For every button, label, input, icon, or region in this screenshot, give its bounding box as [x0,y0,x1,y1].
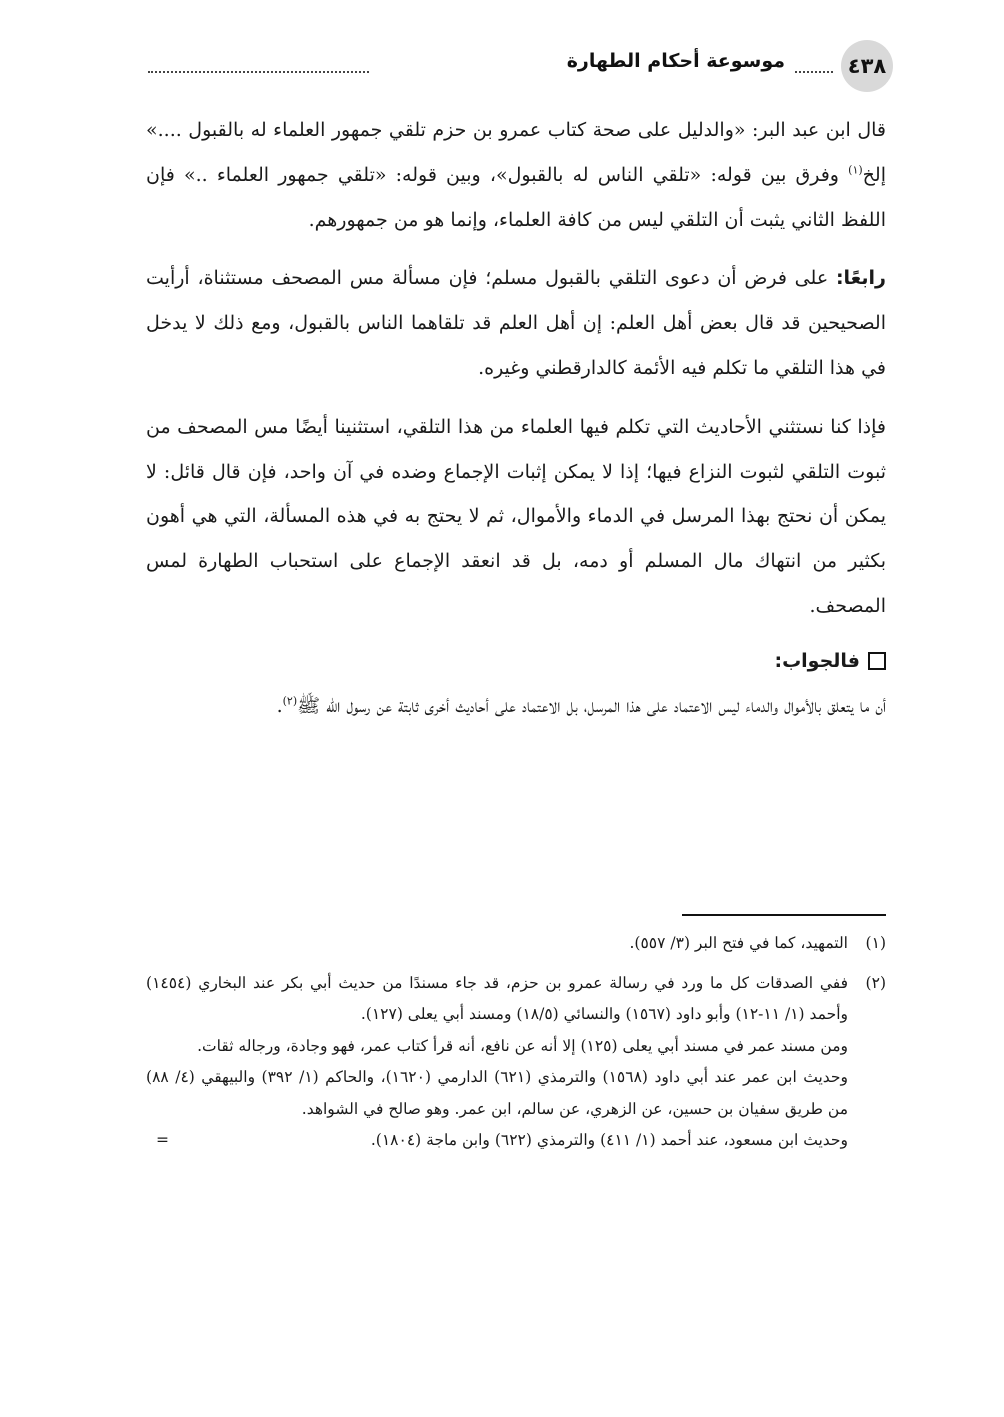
footnote-1-number: (١) [865,934,886,952]
footnote-2-number: (٢) [865,973,886,992]
paragraph-2-label: رابعًا: [835,267,886,290]
footnote-1 [146,928,886,960]
footnote-2-part-c: وحديث ابن عمر عند أبي داود (١٥٦٨) والترمذي (٦٢١) الدارمي (١٦٢٠)، والحاكم (١/ ٣٩٢) والبيهقي (٤/ ٨٨) من طريق سفيان بن حسين، عن الزهري، عن سالم، ابن عمر. وهو صالح في الشواهد. [146,1068,848,1118]
page-number: ٤٣٨ [841,40,893,92]
answer-heading-text: فالجواب: [774,649,860,672]
continuation-mark: = [156,1131,169,1149]
running-title: موسوعة أحكام الطهارة [566,50,785,72]
paragraph-1-rest: وفرق بين قوله: «تلقي الناس له بالقبول»، وبين قوله: «تلقي جمهور العلماء ..» فإن اللفظ الثاني يثبت أن التلقي ليس من كافة العلماء، وإنما هو من جمهورهم. [146,163,886,231]
header-dots-right [795,71,833,73]
paragraph-2-text: على فرض أن دعوى التلقي بالقبول مسلم؛ فإن مسألة مس المصحف مستثناة، أرأيت الصحيحين قد قال بعض أهل العلم: إن أهل العلم قد تلقاهما الناس بالقبول، ومع ذلك لا يدخل في هذا التلقي ما تكلم فيه الأئمة كالدارقطني وغيره. [146,267,886,379]
header-dots-left [148,71,369,73]
paragraph-4-text: أن ما يتعلق بالأموال والدماء ليس الاعتماد على هذا المرسل، بل الاعتماد على أحاديث أخرى ثابتة عن رسول الله ﷺ [297,694,886,717]
footnote-ref-2[interactable]: (٢) [282,694,298,708]
paragraph-4-end: . [276,694,283,717]
footnote-2 [146,968,886,1157]
answer-heading [146,639,886,684]
footnote-2-part-d [146,1125,848,1157]
footnote-2-part-d-text: وحديث ابن مسعود، عند أحمد (١/ ٤١١) والترمذي (٦٢٢) وابن ماجة (١٨٠٤). [370,1131,848,1149]
footnote-2-part-a: ففي الصدقات كل ما ورد في رسالة عمرو بن حزم، قد جاء مسندًا من حديث أبي بكر عند البخاري (١٤٥٤) وأحمد (١/ ١١-١٢) وأبو داود (١٥٦٧) والنسائي (١٨/٥) ومسند أبي يعلى (١٢٧). [146,973,848,1023]
paragraph-2 [146,256,886,390]
footnote-separator [682,914,886,916]
footnotes [146,928,886,1157]
footnote-2-part-b: ومن مسند عمر في مسند أبي يعلى (١٢٥) إلا أنه عن نافع، أنه قرأ كتاب عمر، فهو وجادة، ورجاله ثقات. [197,1036,848,1055]
paragraph-3: فإذا كنا نستثني الأحاديث التي تكلم فيها العلماء من هذا التلقي، استثنينا أيضًا مس المصحف من ثبوت التلقي لثبوت النزاع فيها؛ إذا لا يمكن إثبات الإجماع وضده في آن واحد، فإن قال قائل: لا يمكن أن نحتج بهذا المرسل في الدماء والأموال، ثم لا يحتج به في هذه المسألة، التي هي أهون بكثير من انتهاك مال المسلم أو دمه، بل قد انعقد الإجماع على استحباب الطهارة لمس المصحف. [146,415,886,617]
footnote-1-text: التمهيد، كما في فتح البر (٣/ ٥٥٧). [629,934,848,952]
page-header [148,40,893,104]
paragraph-1-text: قال ابن عبد البر: «والدليل على صحة كتاب عمرو بن حزم تلقي جمهور العلماء له بالقبول ....» إلخ [146,119,886,186]
square-bullet-icon [868,652,886,670]
main-text [146,108,886,728]
footnote-ref-1[interactable]: (١) [848,163,863,177]
footnote-2-body [146,968,848,1157]
paragraph-1 [146,108,886,242]
paragraph-4 [146,684,886,729]
